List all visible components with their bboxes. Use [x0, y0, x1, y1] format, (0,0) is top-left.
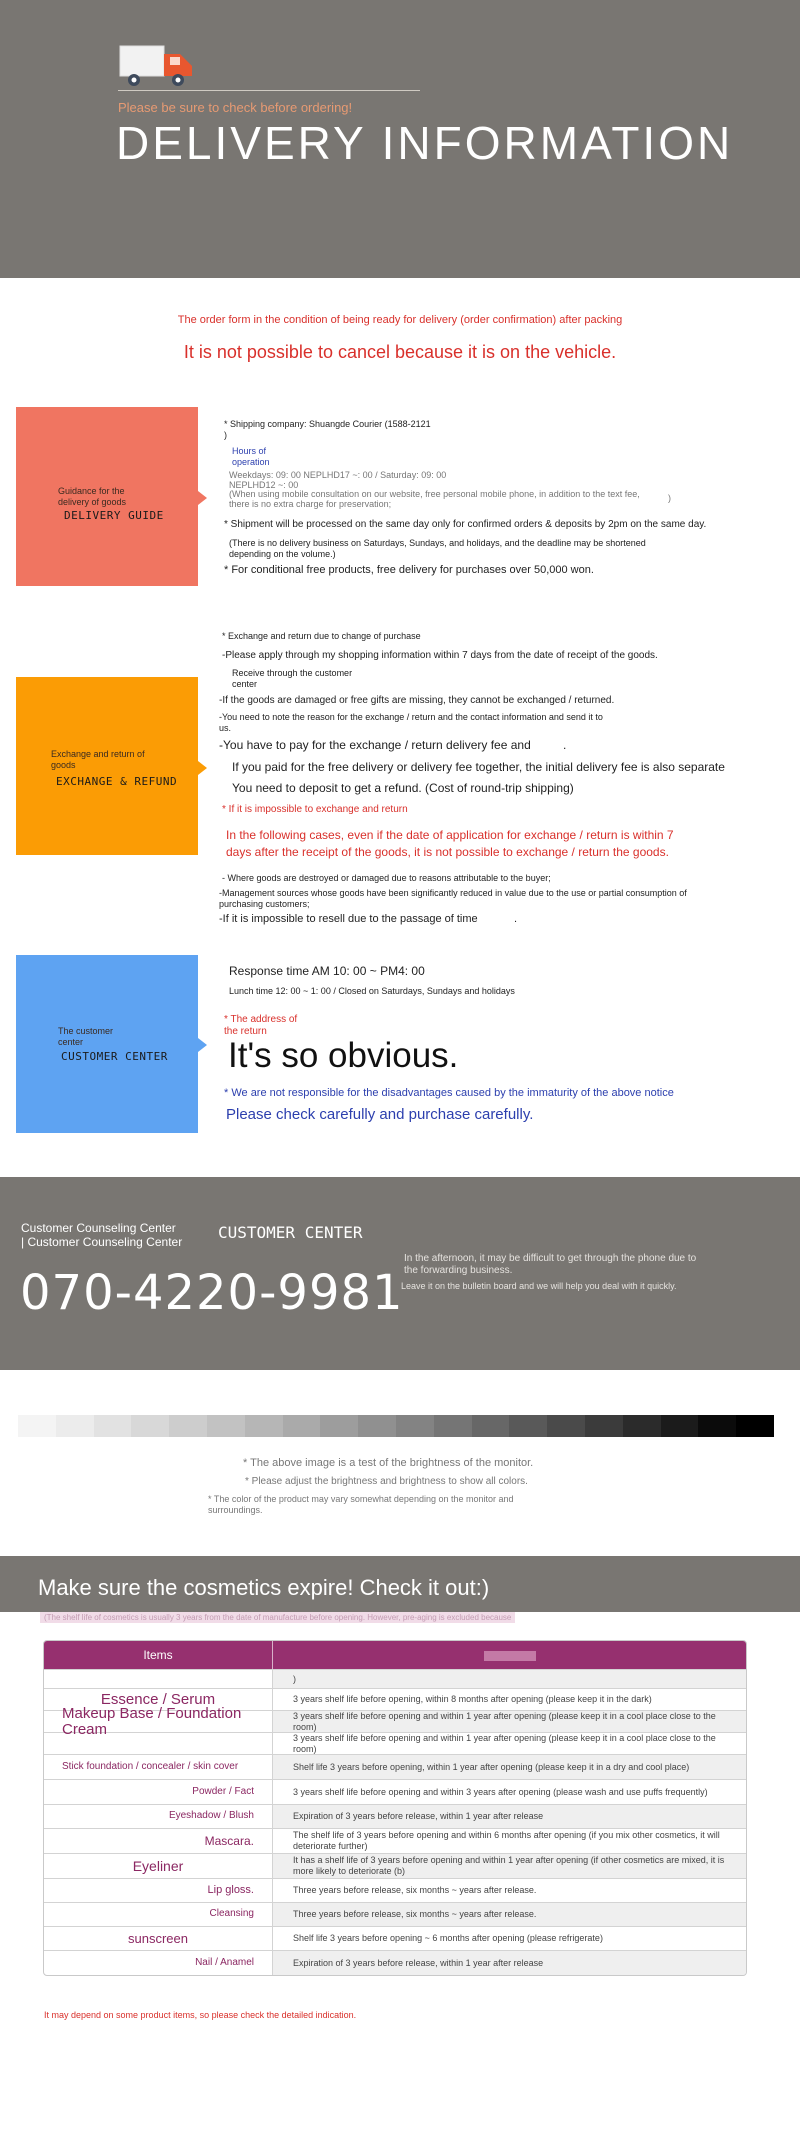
hours-text-2: NEPLHD12 ~: 00	[229, 480, 299, 490]
period-cell: Expiration of 3 years before release, within 1 year after release	[273, 1951, 746, 1975]
cosmetics-subtitle: (The shelf life of cosmetics is usually 3 years from the date of manufacture before opening. However, pre-aging is excluded because	[40, 1612, 515, 1623]
period-cell: 3 years shelf life before opening, within 8 months after opening (please keep it in the dark)	[293, 1694, 652, 1704]
brightness-strip	[18, 1415, 774, 1437]
table-row	[44, 1950, 746, 1975]
hours-label: Hours of operation	[232, 446, 270, 467]
period-cell: Shelf life 3 years before opening ~ 6 months after opening (please refrigerate)	[293, 1933, 603, 1943]
check-carefully: Please check carefully and purchase carefully.	[226, 1106, 534, 1123]
table-row	[44, 1902, 746, 1926]
exchange-head: * Exchange and return due to change of purchase	[222, 631, 421, 641]
item-cell: Stick foundation / concealer / skin cover	[44, 1755, 273, 1779]
item-cell: Lip gloss.	[44, 1879, 273, 1902]
exchange-reason-1: -You need to note the reason for the exchange / return and the contact information and send it to	[219, 712, 603, 722]
period-cell: Expiration of 3 years before release, within 1 year after release	[273, 1805, 746, 1828]
header-banner	[0, 0, 800, 278]
period-cell: 3 years shelf life before opening and within 1 year after opening (please keep it in a cool place close to the room)	[273, 1711, 746, 1732]
lunch-time: Lunch time 12: 00 ~ 1: 00 / Closed on Saturdays, Sundays and holidays	[229, 986, 515, 996]
afternoon-note-2: the forwarding business.	[404, 1265, 513, 1276]
bulletin-note: Leave it on the bulletin board and we will help you deal with it quickly.	[401, 1281, 677, 1291]
no-delivery-1: (There is no delivery business on Saturdays, Sundays, and holidays, and the deadline may be shortened	[229, 538, 646, 548]
item-cell: Essence / Serum	[44, 1689, 273, 1710]
table-row	[44, 1926, 746, 1950]
item-cell: Nail / Anamel	[44, 1951, 273, 1975]
exchange-impossible-head: * If it is impossible to exchange and return	[222, 804, 408, 815]
return-address-value: It's so obvious.	[228, 1036, 459, 1075]
exchange-receive-2: center	[232, 679, 258, 689]
notice-line-2: It is not possible to cancel because it is on the vehicle.	[183, 342, 617, 362]
shipping-company: * Shipping company: Shuangde Courier (1588-2121	[224, 419, 431, 429]
counseling-band	[0, 1177, 800, 1370]
shipping-paren: )	[224, 430, 227, 440]
counseling-center-label: CUSTOMER CENTER	[218, 1223, 363, 1242]
delivery-label-big: DELIVERY GUIDE	[64, 509, 164, 522]
cosmetics-table-body	[44, 1669, 746, 1975]
cosmetics-table-header	[44, 1641, 746, 1669]
item-cell: Powder / Fact	[44, 1780, 273, 1804]
brightness-note-4: surroundings.	[208, 1505, 263, 1515]
exchange-pay: -You have to pay for the exchange / return delivery fee and	[219, 738, 531, 752]
period-cell: Shelf life 3 years before opening, within 1 year after opening (please keep it in a dry and cool place)	[273, 1755, 746, 1779]
brightness-note-3: * The color of the product may vary somewhat depending on the monitor and	[208, 1494, 514, 1504]
exchange-damaged: -If the goods are damaged or free gifts are missing, they cannot be exchanged / returned.	[219, 695, 615, 706]
exchange-apply: -Please apply through my shopping information within 7 days from the date of receipt of the goods.	[222, 650, 658, 661]
same-day-shipment: * Shipment will be processed on the same day only for confirmed orders & deposits by 2pm on the same day.	[224, 519, 707, 530]
page-title: DELIVERY INFORMATION	[116, 117, 734, 169]
exchange-resell-dot: .	[514, 913, 518, 925]
notice-line-1: The order form in the condition of being ready for delivery (order confirmation) after packing	[177, 314, 623, 326]
exchange-deposit: You need to deposit to get a refund. (Cost of round-trip shipping)	[232, 781, 574, 795]
exchange-cases-1: In the following cases, even if the date of application for exchange / return is within 7	[226, 828, 674, 842]
period-cell: 3 years shelf life before opening and within 3 years after opening (please wash and use puffs frequently)	[293, 1786, 708, 1797]
customer-label-big: CUSTOMER CENTER	[61, 1050, 168, 1063]
item-cell	[44, 1733, 273, 1754]
table-row	[44, 1754, 746, 1779]
exchange-destroyed: - Where goods are destroyed or damaged due to reasons attributable to the buyer;	[222, 873, 551, 883]
item-cell: Eyeliner	[44, 1854, 273, 1878]
period-cell: Three years before release, six months ~ years after release.	[293, 1885, 537, 1895]
response-time: Response time AM 10: 00 ~ PM4: 00	[229, 964, 425, 978]
exchange-management-1: -Management sources whose goods have been significantly reduced in value due to the use or partial consumption of	[219, 888, 687, 898]
exchange-free-paid: If you paid for the free delivery or delivery fee together, the initial delivery fee is also separate	[232, 760, 725, 774]
phone-number[interactable]: 070-4220-9981	[20, 1265, 404, 1321]
counseling-label-1: Customer Counseling Center	[21, 1221, 176, 1235]
period-cell: Three years before release, six months ~ years after release.	[273, 1903, 746, 1926]
counseling-label-2: | Customer Counseling Center	[21, 1235, 183, 1249]
afternoon-note-1: In the afternoon, it may be difficult to get through the phone due to	[404, 1253, 697, 1264]
header-subtitle: Please be sure to check before ordering!	[118, 100, 353, 115]
delivery-arrow	[198, 491, 207, 505]
period-header	[273, 1641, 746, 1669]
cosmetics-title: Make sure the cosmetics expire! Check it out:)	[38, 1575, 490, 1600]
exchange-reason-2: us.	[219, 723, 232, 733]
table-row	[44, 1804, 746, 1828]
return-address-1: * The address of	[224, 1014, 298, 1025]
exchange-resell: -If it is impossible to resell due to the passage of time	[219, 913, 478, 925]
period-cell: )	[273, 1670, 746, 1688]
item-cell: sunscreen	[44, 1927, 273, 1950]
customer-arrow	[198, 1038, 207, 1052]
table-row	[44, 1732, 746, 1754]
period-cell: 3 years shelf life before opening and within 1 year after opening (please keep it in a cool place close to the room)	[293, 1732, 716, 1754]
brightness-note-2: * Please adjust the brightness and brightness to show all colors.	[245, 1476, 528, 1487]
delivery-note-paren: )	[668, 493, 671, 503]
hours-text: Weekdays: 09: 00 NEPLHD17 ~: 00 / Saturday: 09: 00	[229, 470, 447, 480]
exchange-pay-dot: .	[563, 738, 567, 752]
table-row	[44, 1704, 746, 1738]
free-delivery: * For conditional free products, free delivery for purchases over 50,000 won.	[224, 564, 594, 576]
exchange-receive-1: Receive through the customer	[232, 668, 353, 678]
customer-label-small: The customer center	[58, 1026, 114, 1047]
delivery-note-2: there is no extra charge for preservation;	[229, 499, 392, 509]
return-address-2: the return	[224, 1026, 267, 1037]
item-cell: Cleansing	[44, 1903, 273, 1926]
table-row	[44, 1669, 746, 1688]
exchange-management-2: purchasing customers;	[219, 899, 310, 909]
table-row	[44, 1779, 746, 1804]
cosmetics-footnote: It may depend on some product items, so please check the detailed indication.	[44, 2010, 357, 2020]
exchange-cases-2: days after the receipt of the goods, it is not possible to exchange / return the goods.	[226, 845, 669, 859]
exchange-arrow	[198, 761, 207, 775]
item-cell	[44, 1670, 273, 1688]
header-divider	[118, 90, 420, 91]
delivery-note-1: (When using mobile consultation on our website, free personal mobile phone, in addition to the text fee,	[229, 489, 640, 499]
period-cell: It has a shelf life of 3 years before opening and within 1 year after opening (if other cosmetics are mixed, it is more likely to deteriorate (b)	[273, 1854, 746, 1878]
truck-icon	[118, 42, 196, 90]
table-row	[44, 1828, 746, 1853]
delivery-label-small: Guidance for the delivery of goods	[58, 486, 127, 507]
items-header: Items	[44, 1641, 273, 1669]
period-cell: The shelf life of 3 years before opening and within 6 months after opening (if you mix other cosmetics, it will deteriorate further)	[293, 1830, 720, 1851]
brightness-note-1: * The above image is a test of the brightness of the monitor.	[243, 1457, 534, 1469]
table-row	[44, 1853, 746, 1878]
exchange-label-big: EXCHANGE & REFUND	[56, 775, 178, 788]
item-cell: Mascara.	[44, 1829, 273, 1853]
cosmetics-table	[43, 1640, 747, 1976]
item-cell: Eyeshadow / Blush	[44, 1805, 273, 1828]
responsibility-notice: * We are not responsible for the disadvantages caused by the immaturity of the above notice	[224, 1087, 674, 1099]
item-cell: Makeup Base / Foundation Cream	[44, 1711, 273, 1732]
no-delivery-2: depending on the volume.)	[229, 549, 336, 559]
table-row	[44, 1878, 746, 1902]
exchange-label-small: Exchange and return of goods	[51, 749, 145, 770]
